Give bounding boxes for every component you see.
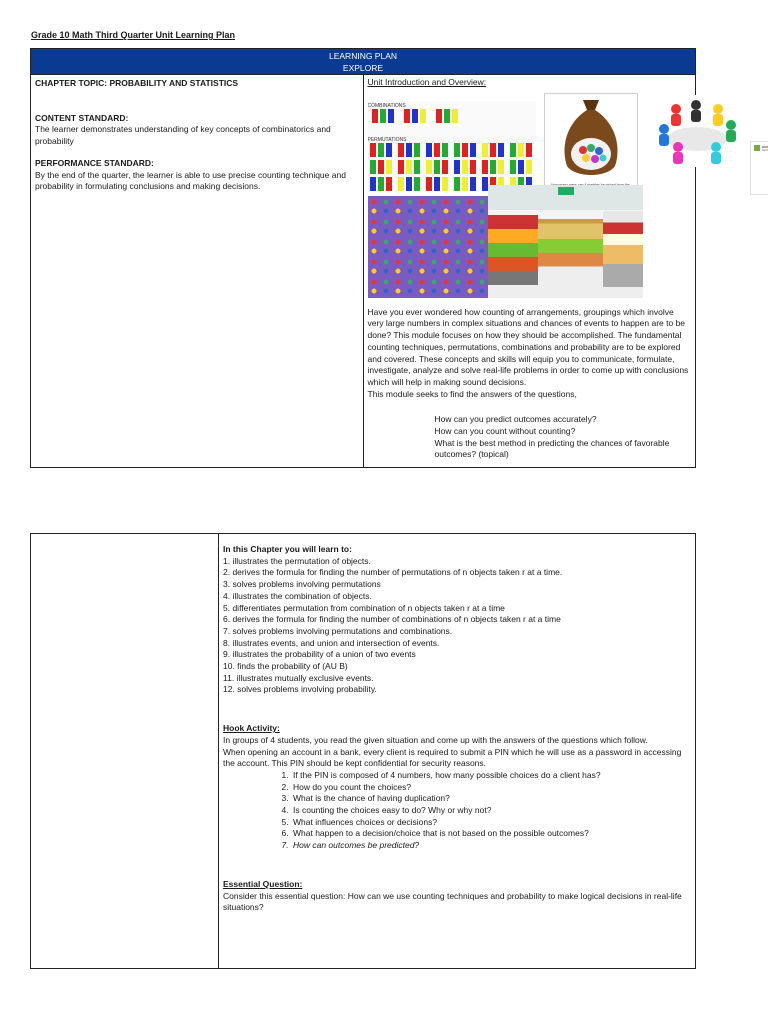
slide-thumbnail-image	[750, 141, 768, 195]
content-standard-label: CONTENT STANDARD:	[35, 112, 129, 123]
learn-item-4: 4. illustrates the combination of objects.	[223, 590, 372, 601]
learn-item-3: 3. solves problems involving permutations	[223, 579, 381, 590]
hook-question-4: 4. Is counting the choices easy to do? Why or why not?	[291, 805, 691, 817]
intro-paragraph: Have you ever wondered how counting of arrangements, groupings which involve very large numbers in complex situations and chances of events to happen are to be done? This module focuses on how they should be accomplished. The fundamental counting techniques, permutations, combinations and probability are to be explored and covered. These concepts and skills will equip you to communicate, formulate, investigate, analyze and solve real-life problems in order to come up with conclusions which will help in making sound decisions.	[367, 306, 689, 387]
hook-intro-1: In groups of 4 students, you read the given situation and come up with the answers of the questions which follow.	[223, 734, 648, 745]
hook-question-2: 2. How do you count the choices?	[291, 782, 691, 794]
learn-item-7: 7. solves problems involving permutations and combinations.	[223, 625, 453, 636]
performance-standard-text: By the end of the quarter, the learner is able to use precise counting technique and probability in formulating conclusions and making decisions.	[35, 169, 346, 191]
performance-standard-label: PERFORMANCE STANDARD:	[35, 158, 154, 168]
essential-question-text: Consider this essential question: How can we use counting techniques and probability to make logical decisions in real-life situations?	[223, 890, 682, 913]
combinations-permutations-image	[368, 101, 536, 191]
learn-item-5: 5. differentiates permutation from combination of n objects taken r at a time	[223, 602, 505, 613]
learn-item-12: 12. solves problems involving probability.	[223, 684, 377, 695]
combinations-label: COMBINATIONS	[367, 102, 406, 109]
essential-question-heading: Essential Question:	[223, 878, 303, 889]
combination-group-2	[404, 109, 426, 123]
intro-question-3: What is the best method in predicting the chances of favorable outcomes? (topical)	[434, 437, 670, 460]
team-circle-illustration	[646, 95, 748, 167]
intro-question-2: How can you count without counting?	[434, 426, 576, 437]
learn-item-11: 11. illustrates mutually exclusive events.	[223, 672, 374, 683]
combination-group-1	[372, 109, 394, 123]
supermarket-image	[488, 185, 643, 298]
permutation-groups	[370, 143, 532, 191]
chapter-topic: CHAPTER TOPIC: PROBABILITY AND STATISTICS	[35, 78, 239, 88]
learn-item-2: 2. derives the formula for finding the number of permutations of n objects taken r at a time.	[223, 567, 563, 578]
left-column-empty	[31, 534, 219, 969]
hook-question-3: 3. What is the chance of having duplication?	[291, 793, 691, 805]
learn-heading: In this Chapter you will learn to:	[223, 544, 352, 554]
permutations-label: PERMUTATIONS	[367, 136, 407, 143]
hook-question-1: 1. If the PIN is composed of 4 numbers, how many possible choices do a client has?	[291, 770, 691, 782]
team-circle-image	[646, 95, 748, 167]
hook-question-list	[223, 770, 691, 852]
combination-group-3	[436, 109, 458, 123]
thumbnail-logo-icon	[754, 145, 760, 151]
hook-heading: Hook Activity:	[223, 723, 280, 734]
intro-question-1: How can you predict outcomes accurately?	[434, 414, 597, 425]
content-standard-text: The learner demonstrates understanding of key concepts of combinatorics and probability	[35, 124, 331, 146]
left-column-standards	[31, 75, 364, 468]
intro-image-collage	[368, 93, 692, 303]
right-column-intro	[363, 75, 696, 468]
learning-plan-table-continued	[30, 533, 696, 969]
intro-heading: Unit Introduction and Overview:	[367, 77, 487, 87]
hook-question-7: 7. How can outcomes be predicted?	[291, 840, 691, 852]
header-explore: EXPLORE	[342, 63, 384, 73]
learn-item-10: 10. finds the probability of (AU B)	[223, 661, 348, 672]
learn-item-1: 1. illustrates the permutation of objects.	[223, 555, 371, 566]
learn-item-6: 6. derives the formula for finding the number of combinations of n objects taken r at a time	[223, 614, 561, 625]
hook-question-6: 6. What happen to a decision/choice that is not based on the possible outcomes?	[291, 828, 691, 840]
marble-bag-illustration	[545, 94, 637, 180]
intro-paragraph-2: This module seeks to find the answers of the questions,	[367, 388, 577, 399]
right-column-objectives	[219, 534, 696, 969]
marble-bag-image	[544, 93, 638, 195]
colorful-cups-image	[368, 196, 488, 298]
hook-question-5: 5. What influences choices or decisions?	[291, 817, 691, 829]
learn-item-9: 9. illustrates the probability of a union of two events	[223, 649, 416, 660]
learn-item-8: 8. illustrates events, and union and intersection of events.	[223, 637, 440, 648]
table-header	[31, 49, 696, 75]
hook-intro-2: When opening an account in a bank, every client is required to submit a PIN which he will use as a password in accessing the account. This PIN should be kept confidential for security reasons.	[223, 746, 682, 769]
document-title: Grade 10 Math Third Quarter Unit Learning Plan	[31, 30, 236, 40]
learning-plan-table-explore	[30, 48, 696, 468]
header-learning-plan: LEARNING PLAN	[328, 51, 398, 61]
